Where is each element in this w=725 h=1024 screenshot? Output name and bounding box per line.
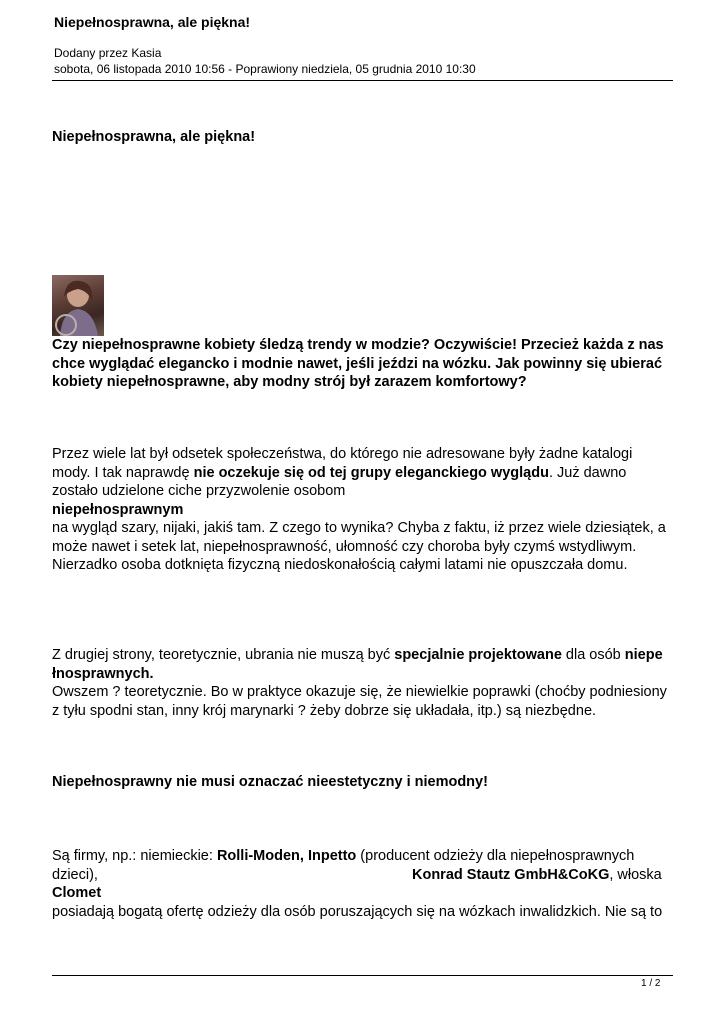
paragraph-3 — [52, 847, 677, 921]
text-span — [412, 866, 662, 885]
section-subheading: Niepełnosprawny nie musi oznaczać nieestetyczny i niemodny! — [52, 774, 488, 790]
page-number: 1 / 2 — [641, 978, 661, 989]
lead-line: kobiety niepełnosprawne, aby modny strój był zarazem komfortowy? — [52, 374, 527, 390]
text-line: łnosprawnych. — [52, 665, 154, 682]
page-header-title: Niepełnosprawna, ale piękna! — [54, 14, 251, 30]
text-span: Są firmy, np.: niemieckie: — [52, 848, 217, 864]
bold-phrase: Konrad Stautz GmbH&CoKG — [412, 866, 610, 883]
text-line — [52, 646, 677, 665]
text-span: mody. I tak naprawdę — [52, 464, 194, 481]
text-line: posiadają bogatą ofertę odzieży dla osób poruszających się na wózkach inwalidzkich. Nie są to — [52, 903, 663, 920]
text-span: (producent odzieży dla niepełnosprawnych — [356, 848, 635, 864]
bold-phrase: specjalnie projektowane — [394, 647, 562, 663]
article-title: Niepełnosprawna, ale piękna! — [52, 129, 256, 145]
text-line: z tyłu spodni stan, inny krój marynarki ? żeby dobrze się układała, itp.) są niezbędne. — [52, 702, 597, 719]
text-line: niepełnosprawnym — [52, 501, 184, 518]
paragraph-1 — [52, 445, 677, 575]
lead-line: chce wyglądać elegancko i modnie nawet, jeśli jeździ na wózku. Jak powinny się ubierać — [52, 355, 663, 372]
text-line: Nierzadko osoba dotknięta fizyczną niedoskonałością całymi latami nie opuszczała domu. — [52, 557, 628, 573]
text-line: zostało udzielone ciche przyzwolenie osobom — [52, 483, 346, 499]
text-line — [52, 847, 677, 866]
text-line — [52, 866, 677, 885]
text-line: Clomet — [52, 885, 102, 901]
header-divider — [52, 80, 673, 81]
bold-phrase: nie oczekuje się od tej grupy eleganckiego wyglądu — [193, 464, 549, 481]
text-line: może nawet i setek lat, niepełnosprawność, ułomność czy choroba były czymś wstydliwym. — [52, 538, 637, 555]
date-line: sobota, 06 listopada 2010 10:56 - Poprawiony niedziela, 05 grudnia 2010 10:30 — [54, 62, 476, 76]
text-span: dla osób — [561, 647, 625, 663]
lead-line: Czy niepełnosprawne kobiety śledzą trendy w modzie? Oczywiście! Przecież każda z nas — [52, 337, 664, 353]
text-span: Z drugiej strony, teoretycznie, ubrania nie muszą być — [52, 647, 395, 663]
bold-phrase: niepe — [624, 647, 663, 663]
text-span: , włoska — [609, 866, 662, 883]
article-lead — [52, 336, 677, 392]
text-line: Przez wiele lat był odsetek społeczeństwa, do którego nie adresowane były żadne katalogi — [52, 446, 633, 462]
text-span: dzieci), — [52, 866, 98, 883]
text-line: Owszem ? teoretycznie. Bo w praktyce okazuje się, że niewielkie poprawki (choćby podniesiony — [52, 684, 667, 700]
text-line: na wygląd szary, nijaki, jakiś tam. Z czego to wynika? Chyba z faktu, iż przez wiele dziesiątek, a — [52, 520, 666, 536]
paragraph-2 — [52, 646, 677, 720]
bold-phrase: Rolli-Moden, Inpetto — [216, 848, 357, 864]
author-line: Dodany przez Kasia — [54, 46, 162, 60]
text-line — [52, 464, 677, 483]
article-photo — [52, 275, 104, 336]
text-span: . Już dawno — [548, 464, 627, 481]
footer-divider — [52, 975, 673, 976]
